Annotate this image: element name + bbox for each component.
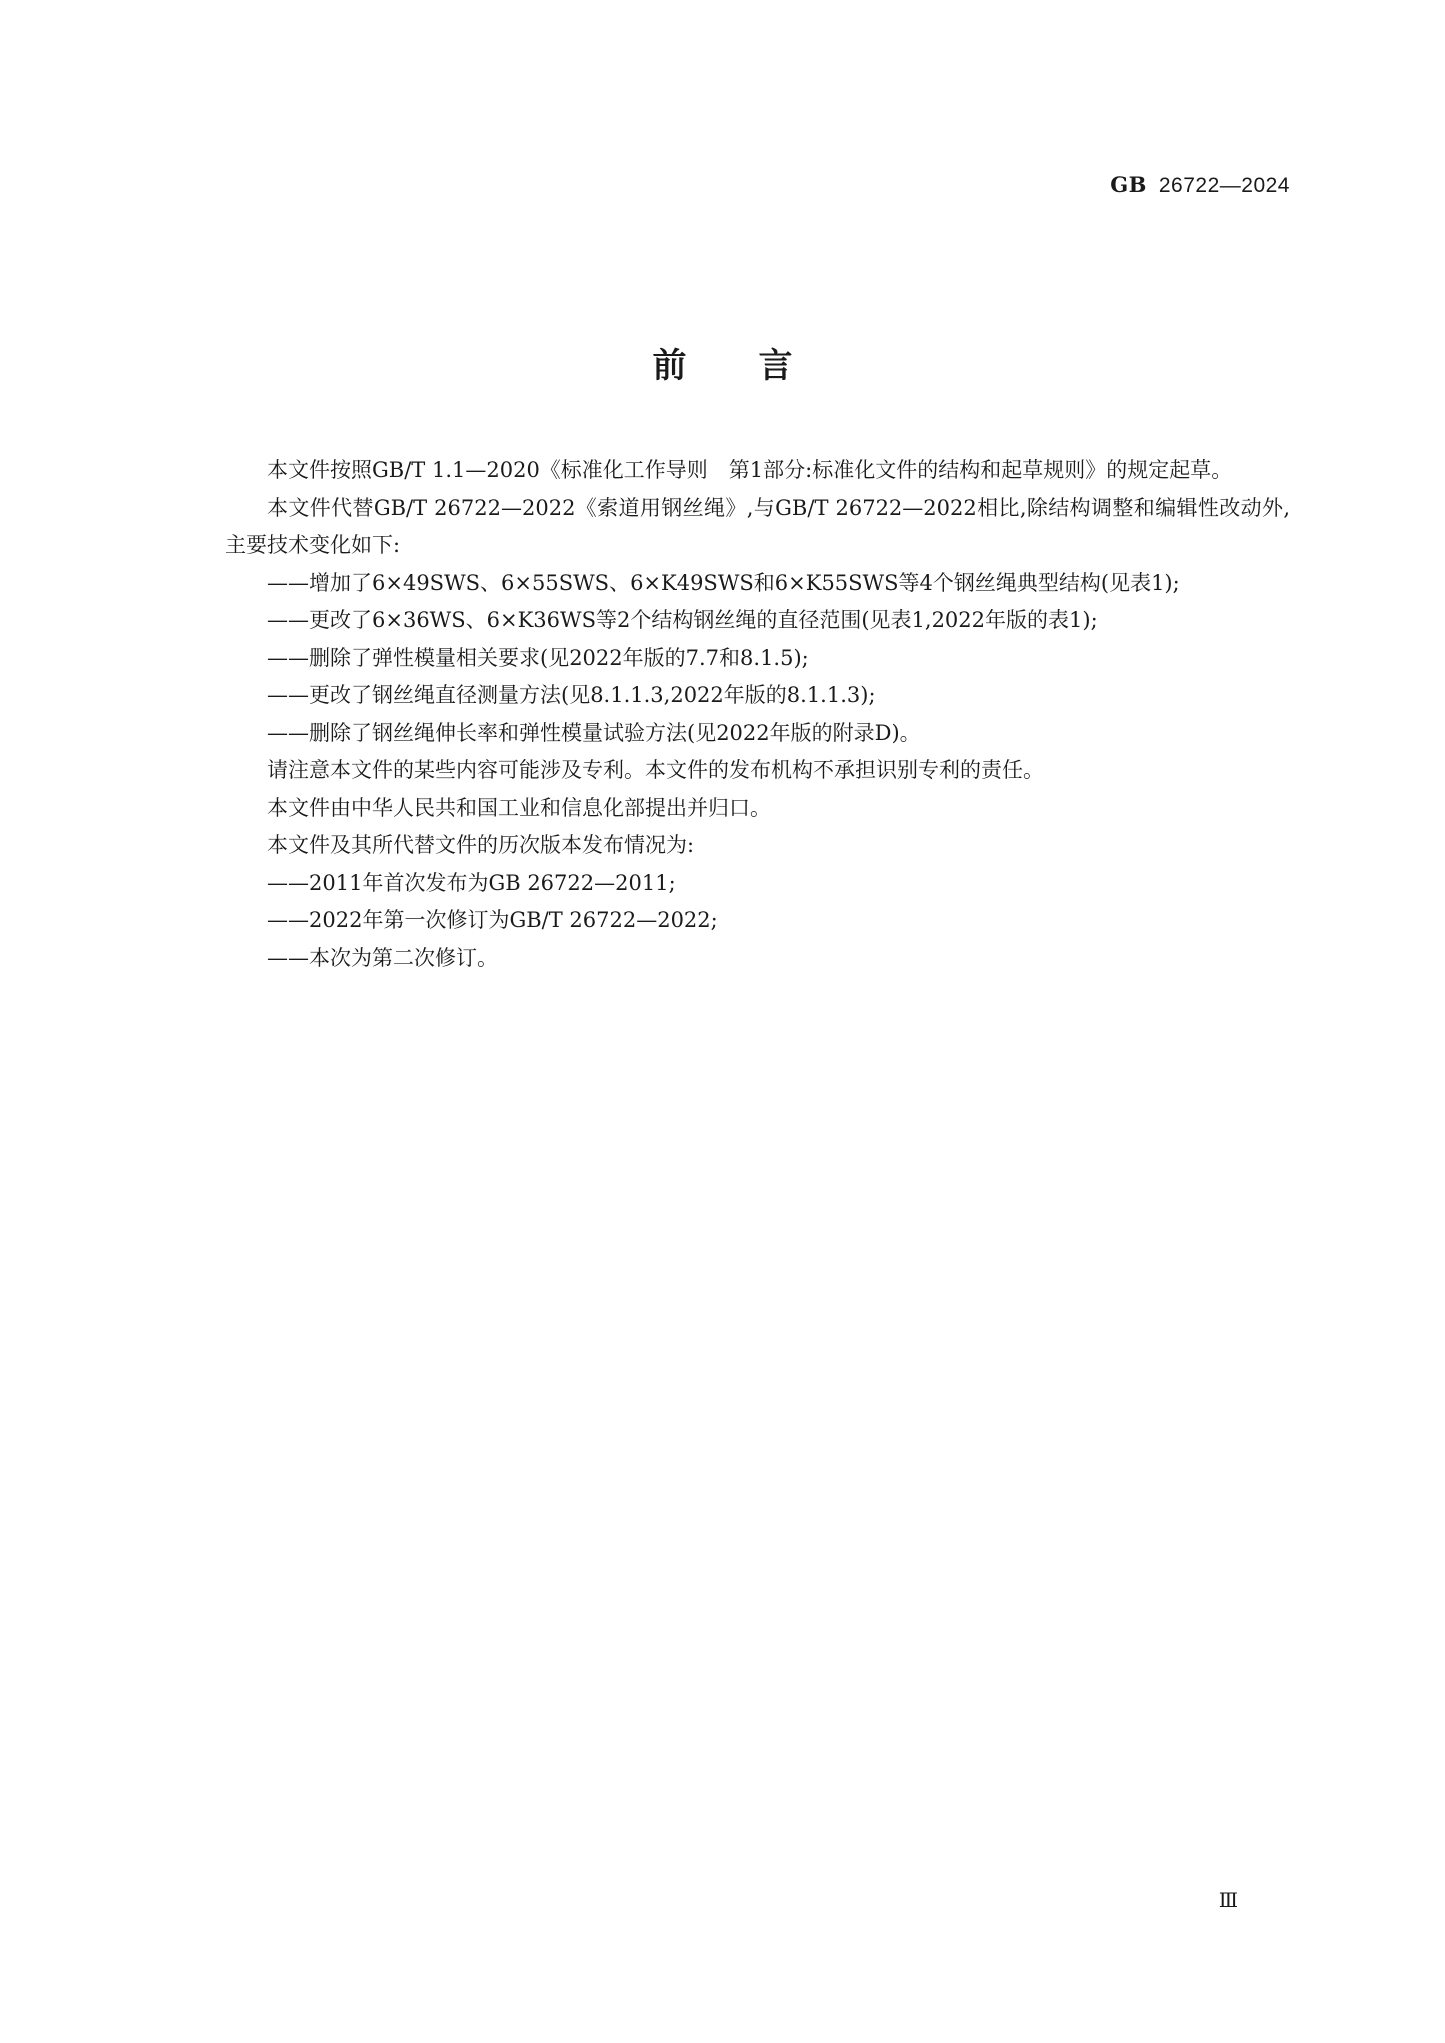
history-item: ——2022年第一次修订为GB/T 26722—2022;	[267, 908, 718, 932]
standard-prefix: GB	[1110, 172, 1147, 197]
replacement-paragraph: 本文件代替GB/T 26722—2022《索道用钢丝绳》,与GB/T 26722—2022相比,除结构调整和编辑性改动外,主要技术变化如下:	[225, 495, 1290, 557]
change-item: ——删除了弹性模量相关要求(见2022年版的7.7和8.1.5);	[267, 645, 809, 670]
page-title: 前言	[652, 346, 865, 386]
foreword-body	[225, 452, 1290, 977]
standard-number: 26722—2024	[1158, 174, 1290, 197]
change-item: ——增加了6×49SWS、6×55SWS、6×K49SWS和6×K55SWS等4个钢丝绳典型结构(见表1);	[267, 570, 1180, 595]
history-intro: 本文件及其所代替文件的历次版本发布情况为:	[267, 833, 695, 857]
change-item: ——更改了钢丝绳直径测量方法(见8.1.1.3,2022年版的8.1.1.3);	[267, 683, 876, 707]
standard-code	[1110, 172, 1290, 198]
change-item: ——更改了6×36WS、6×K36WS等2个结构钢丝绳的直径范围(见表1,2022年版的表1);	[267, 608, 1098, 632]
drafting-rule-paragraph: 本文件按照GB/T 1.1—2020《标准化工作导则 第1部分:标准化文件的结构和起草规则》的规定起草。	[267, 458, 1233, 482]
patent-notice: 请注意本文件的某些内容可能涉及专利。本文件的发布机构不承担识别专利的责任。	[267, 758, 1044, 782]
history-item: ——本次为第二次修订。	[267, 945, 498, 970]
history-item: ——2011年首次发布为GB 26722—2011;	[267, 870, 676, 895]
proposer-notice: 本文件由中华人民共和国工业和信息化部提出并归口。	[267, 795, 771, 820]
page-number: Ⅲ	[1218, 1888, 1237, 1912]
change-item: ——删除了钢丝绳伸长率和弹性模量试验方法(见2022年版的附录D)。	[267, 720, 921, 745]
